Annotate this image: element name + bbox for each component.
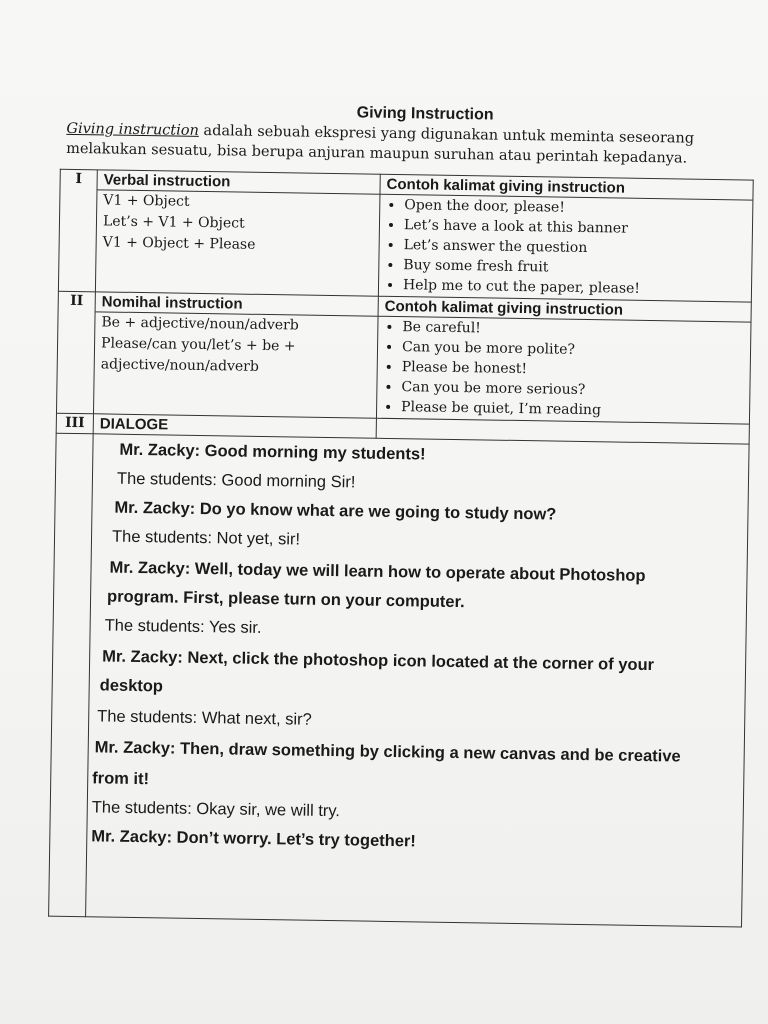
section-row-2	[56, 291, 751, 424]
example-item: • Open the door, please!	[404, 195, 746, 220]
formula-line: V1 + Object + Please	[102, 234, 256, 253]
teacher-line: program. First, please turn on your computer.	[106, 587, 465, 612]
examples-heading: Contoh kalimat giving instruction	[380, 176, 752, 201]
section-left-cell	[93, 292, 378, 418]
example-item: • Let’s answer the question	[404, 235, 746, 260]
example-item: • Can you be more serious?	[401, 377, 743, 402]
example-item: • Please be quiet, I’m reading	[401, 397, 743, 422]
teacher-line: Mr. Zacky: Do yo know what are we going to study now?	[114, 498, 557, 524]
section-left-cell	[95, 170, 380, 296]
page-title: Giving Instruction	[356, 104, 494, 124]
teacher-line: Mr. Zacky: Next, click the photoshop icon located at the corner of your	[102, 647, 655, 675]
students-line: The students: Good morning Sir!	[116, 469, 356, 492]
examples-cell	[376, 296, 751, 424]
teacher-line: from it!	[92, 769, 150, 789]
examples-heading: Contoh kalimat giving instruction	[379, 298, 751, 323]
students-line: The students: Yes sir.	[104, 616, 262, 637]
students-line: The students: Not yet, sir!	[111, 527, 301, 549]
teacher-line: Mr. Zacky: Then, draw something by clicking a new canvas and be creative	[94, 738, 681, 766]
formula-line: Be + adjective/noun/adverb	[101, 314, 299, 334]
instruction-table	[48, 169, 754, 928]
examples-list	[383, 317, 745, 423]
formula-line: Please/can you/let’s + be +	[100, 335, 296, 355]
section-number: II	[56, 291, 95, 414]
examples-list	[385, 195, 747, 301]
example-item: • Please be honest!	[402, 357, 744, 382]
formula-line: V1 + Object	[103, 192, 190, 210]
example-item: • Help me to cut the paper, please!	[403, 275, 745, 300]
students-line: The students: Okay sir, we will try.	[91, 798, 341, 821]
intro-term: Giving instruction	[66, 120, 200, 139]
dialog-lines	[91, 440, 744, 856]
section-heading: Nomihal instruction	[96, 293, 378, 316]
intro-text: adalah sebuah ekspresi yang digunakan untuk meminta seseorang melakukan sesuatu, bisa berupa anjuran maupun suruhan atau perintah kepadanya.	[66, 122, 695, 167]
teacher-line: Mr. Zacky: Don’t worry. Let’s try together!	[91, 827, 417, 851]
section-row-1	[58, 169, 753, 302]
example-item: • Buy some fresh fruit	[403, 255, 745, 280]
section-heading: Verbal instruction	[97, 171, 379, 194]
dialog-heading: DIALOGE	[93, 414, 376, 438]
dialog-row	[49, 433, 750, 927]
formula-line: adjective/noun/adverb	[100, 356, 260, 375]
example-item: • Be careful!	[402, 317, 744, 342]
intro-paragraph	[66, 119, 735, 169]
teacher-line: Mr. Zacky: Well, today we will learn how to operate about Photoshop	[109, 558, 646, 585]
teacher-line: desktop	[99, 676, 164, 696]
document-sheet	[0, 30, 754, 942]
section-number: I	[58, 169, 97, 292]
example-item: • Let’s have a look at this banner	[404, 215, 746, 240]
formula-line: Let’s + V1 + Object	[102, 213, 245, 232]
teacher-line: Mr. Zacky: Good morning my students!	[119, 440, 426, 464]
example-item: • Can you be more polite?	[402, 337, 744, 362]
section-number: III	[56, 413, 93, 434]
dialog-cell	[86, 434, 750, 927]
examples-cell	[378, 174, 753, 302]
students-line: The students: What next, sir?	[97, 707, 312, 729]
